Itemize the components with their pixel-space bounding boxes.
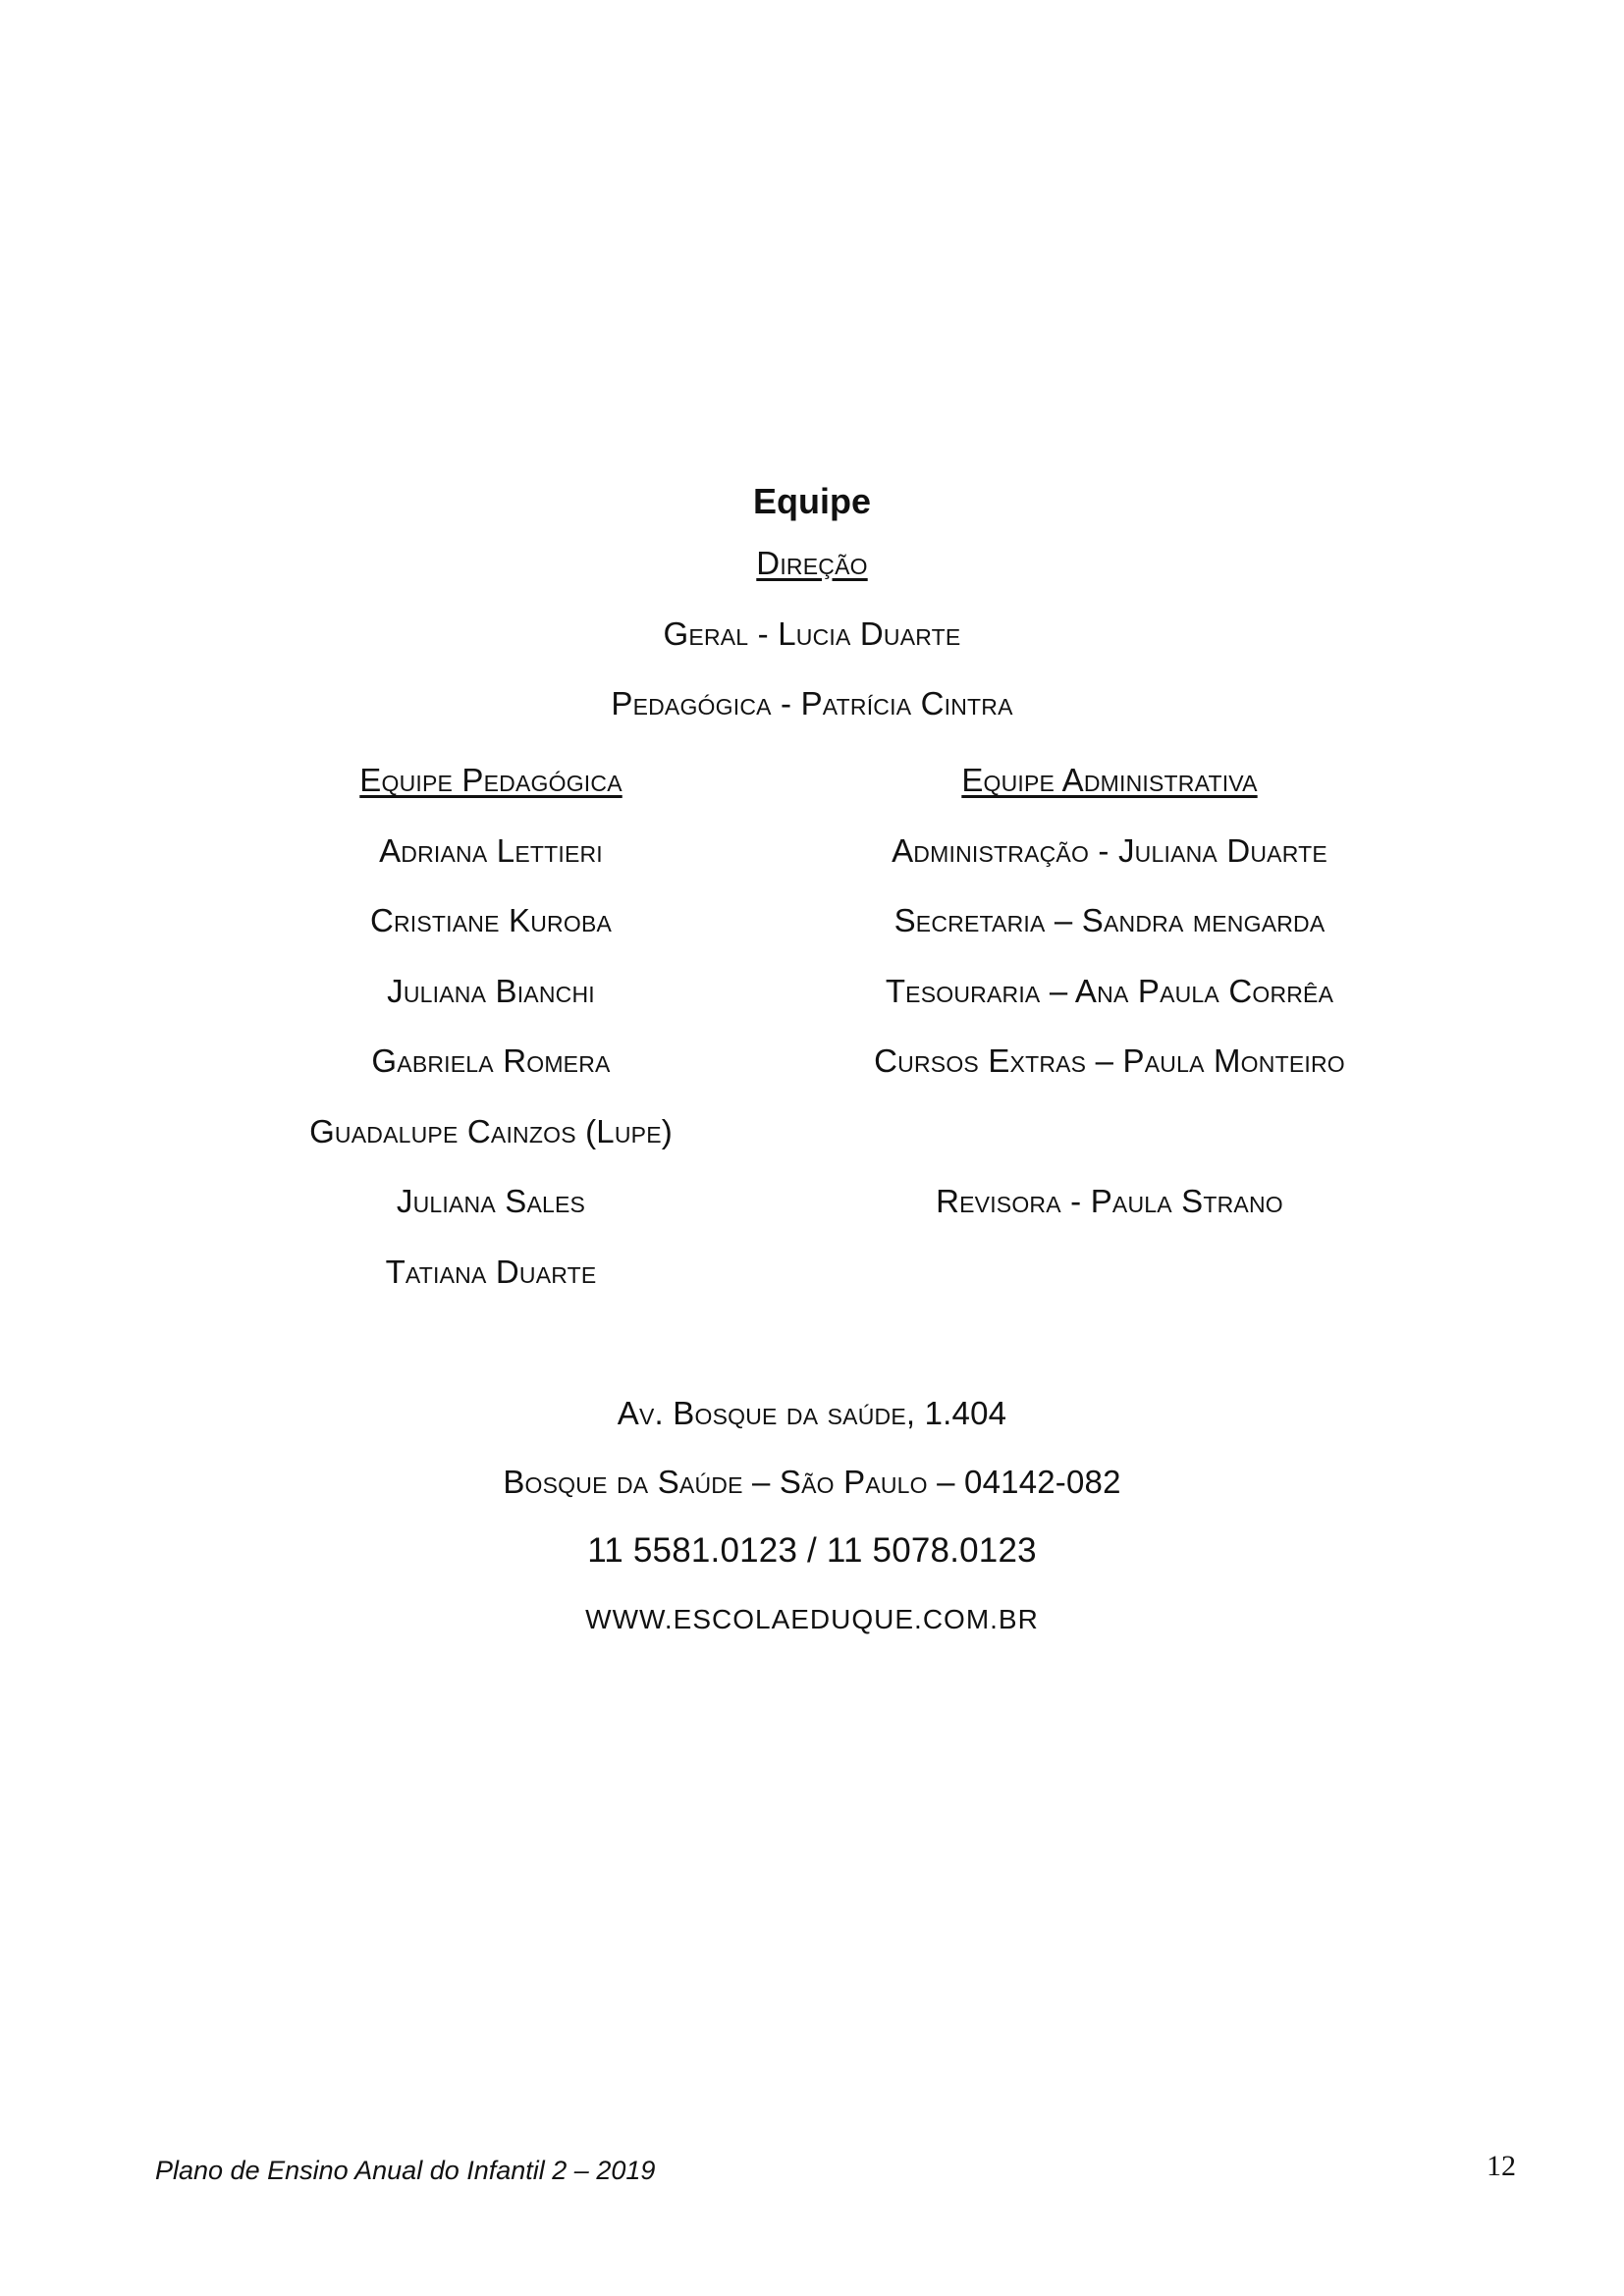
equipe-pedagogica-column (275, 761, 707, 1322)
page-title: Equipe (752, 481, 871, 521)
list-item: Administração - Juliana Duarte (892, 831, 1327, 869)
list-item: Cristiane Kuroba (369, 902, 613, 938)
website-link[interactable]: WWW.ESCOLAEDUQUE.COM.BR (585, 1604, 1039, 1634)
list-item: Cursos Extras – Paula Monteiro (874, 1042, 1345, 1079)
list-item: Juliana Bianchi (387, 972, 595, 1009)
list-item: Adriana Lettieri (379, 831, 603, 869)
list-item: Secretaria – Sandra mengarda (893, 902, 1326, 938)
address-district: Bosque da Saúde – São Paulo – 04142-082 (503, 1464, 1121, 1500)
equipe-administrativa-column (815, 761, 1404, 1253)
address-block (0, 1394, 1624, 1669)
list-item: Guadalupe Cainzos (Lupe) (309, 1112, 673, 1149)
list-item: Tesouraria – Ana Paula Corrêa (885, 972, 1334, 1009)
address-phones: 11 5581.0123 / 11 5078.0123 (587, 1531, 1037, 1570)
address-street: Av. Bosque da saúde, 1.404 (617, 1395, 1007, 1431)
direcao-geral: Geral - Lucia Duarte (663, 615, 961, 652)
list-item: Juliana Sales (396, 1183, 586, 1219)
list-item: Tatiana Duarte (385, 1253, 597, 1290)
list-item: Gabriela Romera (371, 1042, 611, 1079)
equipe-administrativa-heading: Equipe Administrativa (961, 762, 1258, 798)
direcao-pedagogica: Pedagógica - Patrícia Cintra (611, 685, 1013, 721)
spacer (815, 1112, 1404, 1183)
direcao-heading: Direção (756, 545, 868, 581)
page-number: 12 (1487, 2150, 1516, 2182)
footer-document-title: Plano de Ensino Anual do Infantil 2 – 2019 (155, 2156, 656, 2185)
revisora: Revisora - Paula Strano (936, 1183, 1283, 1219)
equipe-pedagogica-heading: Equipe Pedagógica (359, 762, 623, 798)
